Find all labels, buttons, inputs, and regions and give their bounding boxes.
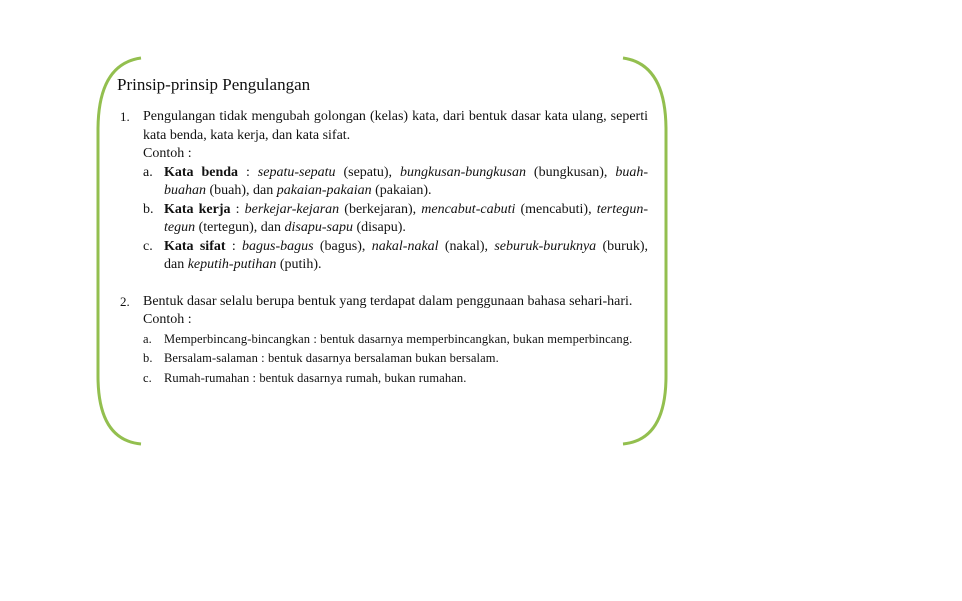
item-text: Bentuk dasar selalu berupa bentuk yang terdapat dalam penggunaan bahasa sehari-hari.	[143, 293, 633, 309]
example-letter: c.	[143, 370, 152, 385]
example-letter: b.	[143, 201, 154, 217]
example-label: Kata benda	[164, 164, 239, 180]
example-b	[143, 349, 648, 369]
example-a	[143, 330, 648, 350]
example-text: Rumah-rumahan : bentuk dasarnya rumah, bukan rumahan.	[164, 370, 467, 385]
example-text: Bersalam-salaman : bentuk dasarnya bersalaman bukan bersalam.	[164, 351, 499, 365]
example-c	[143, 369, 648, 389]
example-letter: a.	[143, 331, 152, 346]
item-number: 2.	[120, 293, 130, 309]
item-number: 1.	[120, 109, 130, 124]
example-a: a. Kata benda : sepatu-sepatu (sepatu), bungkusan-bungkusan (bungkusan), buah-buahan (buah), dan pakaian-pakaian (pakaian).	[143, 164, 648, 198]
example-b: b. Kata kerja : berkejar-kejaran (berkejaran), mencabut-cabuti (mencabuti), tertegun-tegun (tertegun), dan disapu-sapu (disapu).	[143, 201, 649, 235]
example-letter: b.	[143, 351, 153, 365]
example-text: Memperbincang-bincangkan : bentuk dasarnya memperbincangkan, bukan memperbincang.	[164, 331, 633, 346]
example-c: c. Kata sifat : bagus-bagus (bagus), nakal-nakal (nakal), seburuk-buruknya (buruk), dan keputih-putihan (putih).	[143, 238, 648, 272]
page-title: Prinsip-prinsip Pengulangan	[117, 75, 311, 94]
item-text: Pengulangan tidak mengubah golongan (kelas) kata, dari bentuk dasar kata ulang, seperti kata benda, kata kerja, dan kata sifat.	[143, 109, 648, 143]
principle-item-1	[117, 108, 648, 275]
example-letter: a.	[143, 164, 153, 180]
example-label: Kata sifat	[164, 238, 226, 254]
contoh-label: Contoh :	[143, 146, 192, 161]
contoh-label: Contoh :	[143, 312, 192, 327]
example-letter: c.	[143, 238, 153, 254]
document-body	[117, 74, 648, 388]
example-label: Kata kerja	[164, 201, 231, 217]
principle-item-2	[117, 293, 648, 389]
